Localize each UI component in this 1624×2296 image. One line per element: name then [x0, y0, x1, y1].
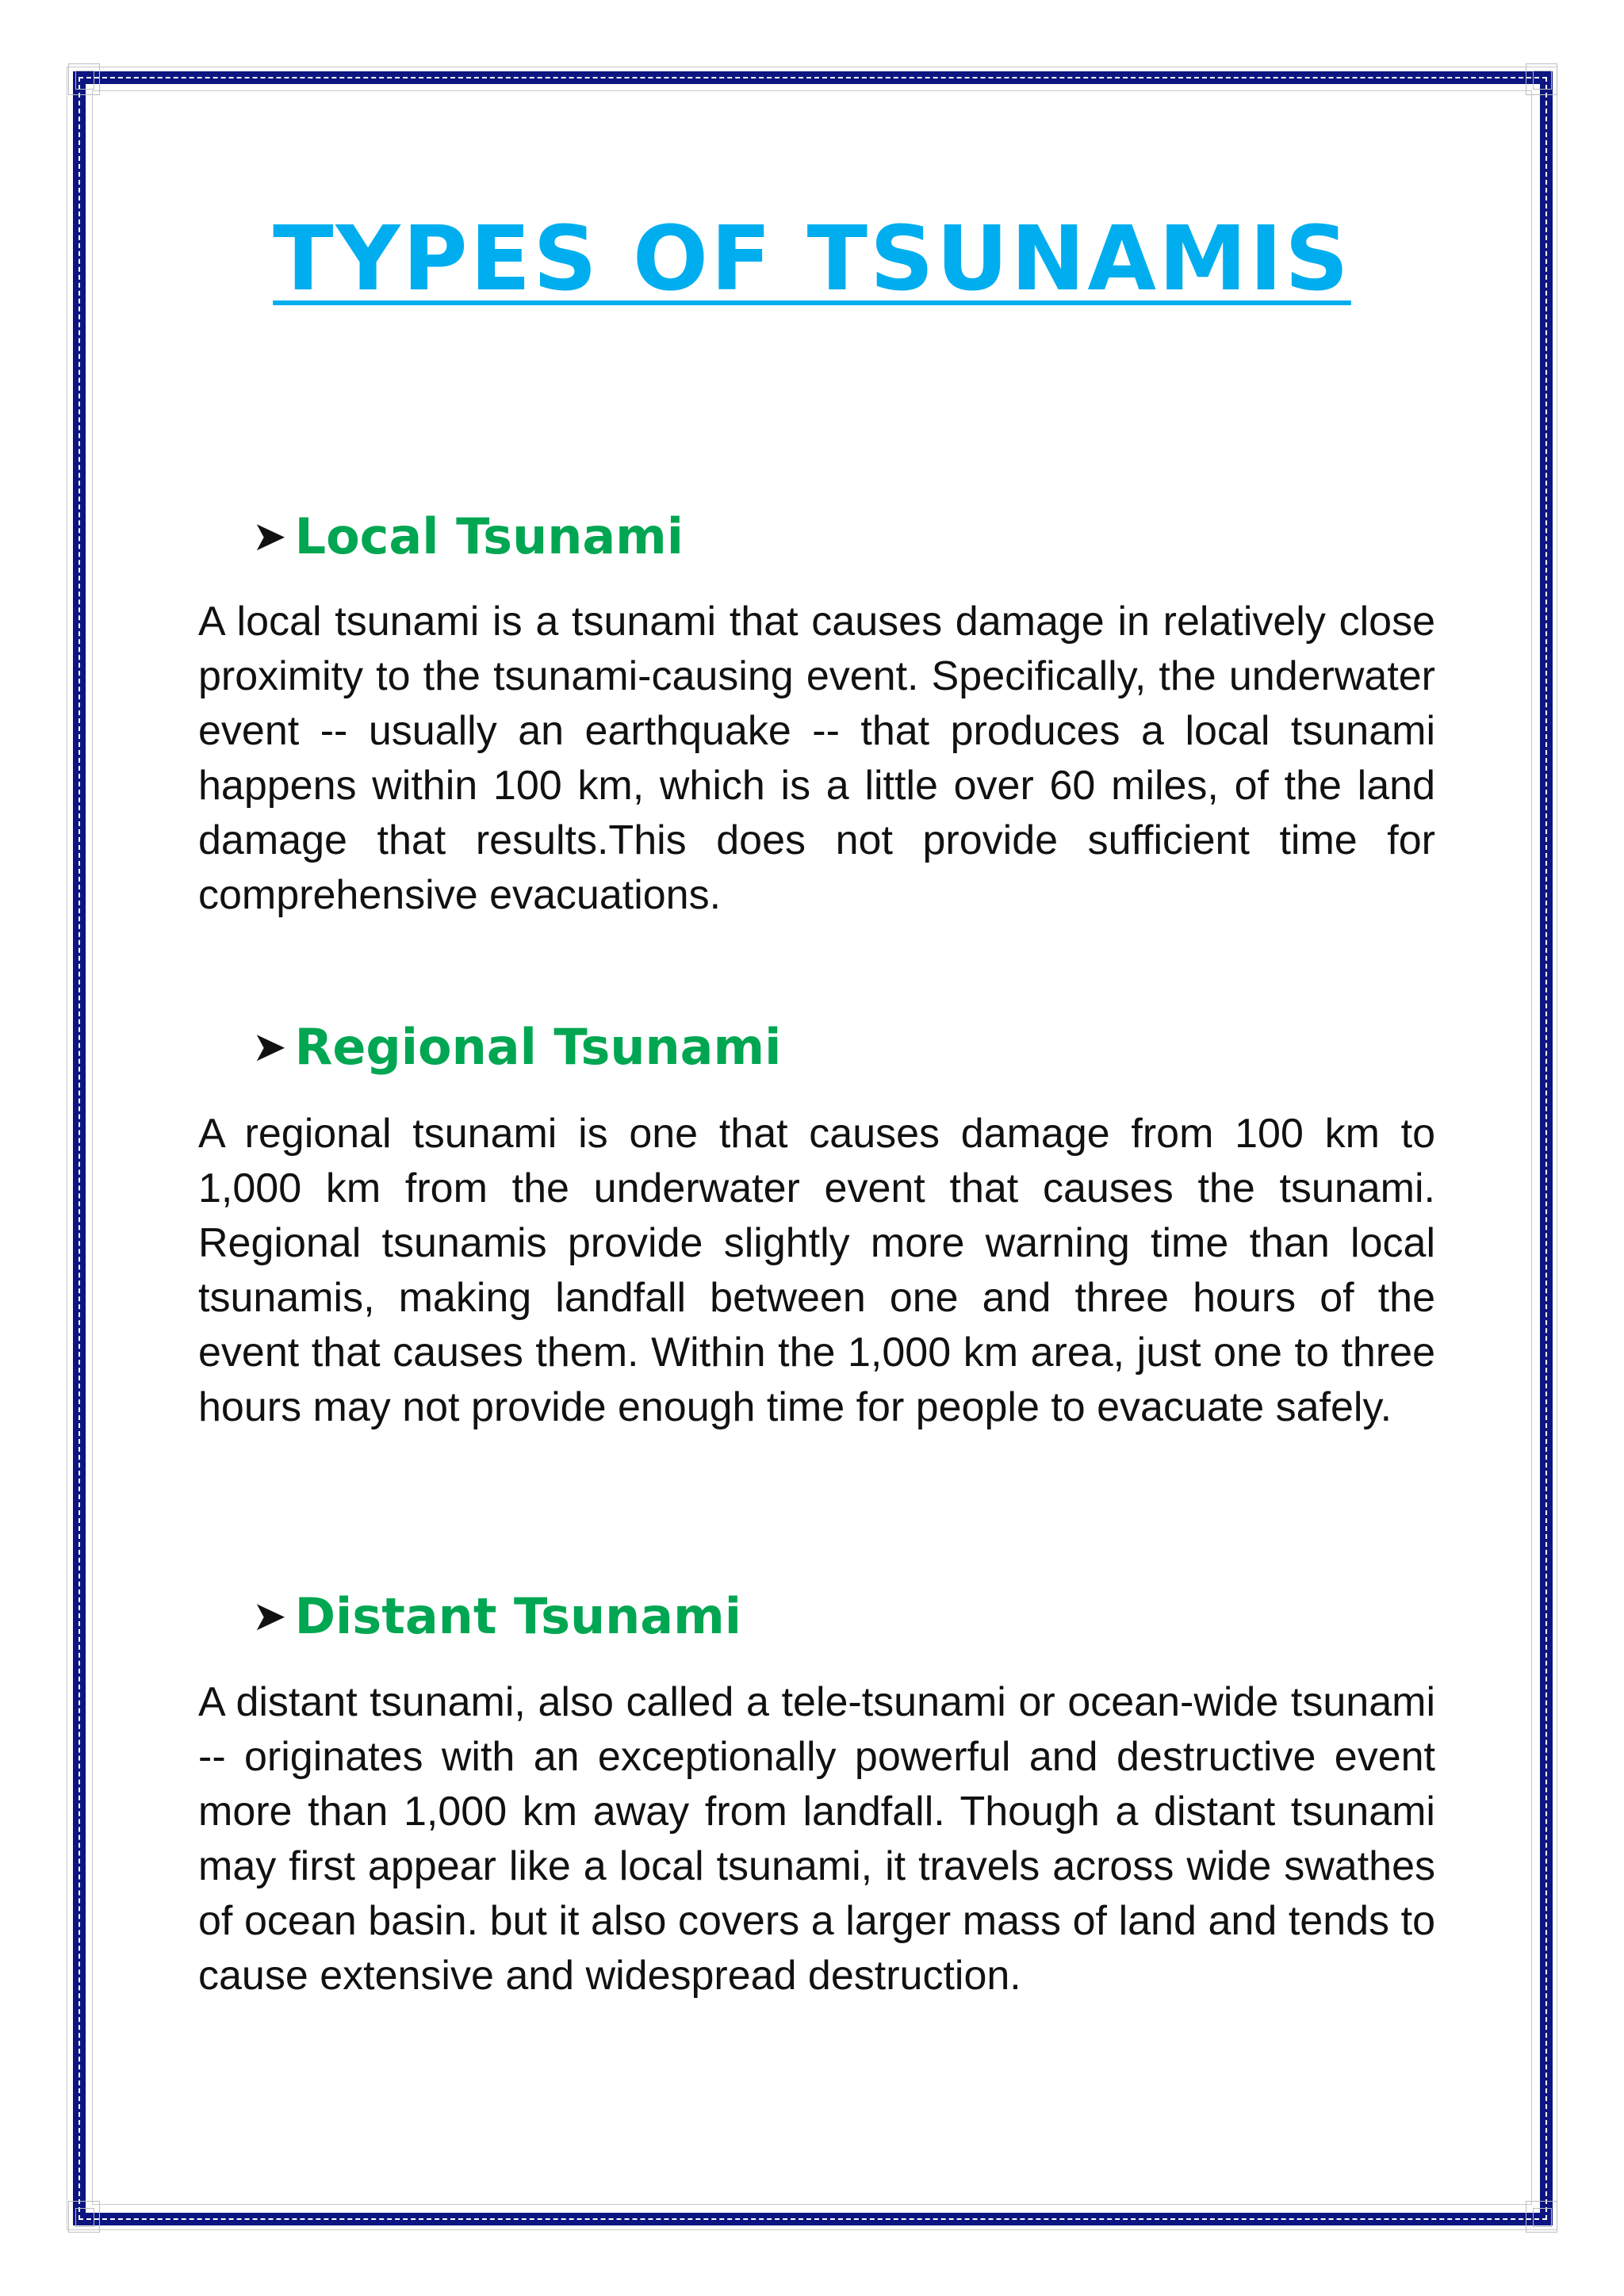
arrow-bullet-icon: ➤ [252, 513, 287, 561]
section-body-regional-tsunami: A regional tsunami is one that causes damage from 100 km to 1,000 km from the underwater event that causes the tsunami. Regional tsunamis provide slightly more warning time than local tsunamis, making landfall between one and three hours of the event that causes them. Within the 1,000 km area, just one to three hours may not provide enough time for people to evacuate safely. [198, 1111, 1435, 1430]
corner-mark-icon [68, 2201, 100, 2233]
section-heading-text: Distant Tsunami [294, 1587, 741, 1645]
section-heading-text: Local Tsunami [294, 507, 684, 565]
section-heading-distant-tsunami [252, 1587, 741, 1646]
corner-mark-icon [1526, 2201, 1557, 2233]
corner-mark-icon [1526, 63, 1557, 95]
section-heading-local-tsunami [252, 507, 684, 566]
section-body-local-tsunami: A local tsunami is a tsunami that causes damage in relatively close proximity to the tsunami-causing event. Specifically, the underwater event -- usually an earthquake -- that produces a local tsunami happens within 100 km, which is a little over 60 miles, of the land damage that results.This does not provide sufficient time for comprehensive evacuations. [198, 599, 1435, 918]
corner-mark-icon [68, 63, 100, 95]
page-title: TYPES OF TSUNAMIS [273, 208, 1351, 311]
section-body-distant-tsunami: A distant tsunami, also called a tele-tsunami or ocean-wide tsunami -- originates with an exceptionally powerful and destructive event more than 1,000 km away from landfall. Though a distant tsunami may first appear like a local tsunami, it travels across wide swathes of ocean basin. but it also covers a larger mass of land and tends to cause extensive and widespread destruction. [198, 1679, 1435, 1999]
arrow-bullet-icon: ➤ [252, 1593, 287, 1640]
section-heading-text: Regional Tsunami [294, 1018, 782, 1076]
section-heading-regional-tsunami [252, 1018, 781, 1077]
arrow-bullet-icon: ➤ [252, 1024, 287, 1071]
